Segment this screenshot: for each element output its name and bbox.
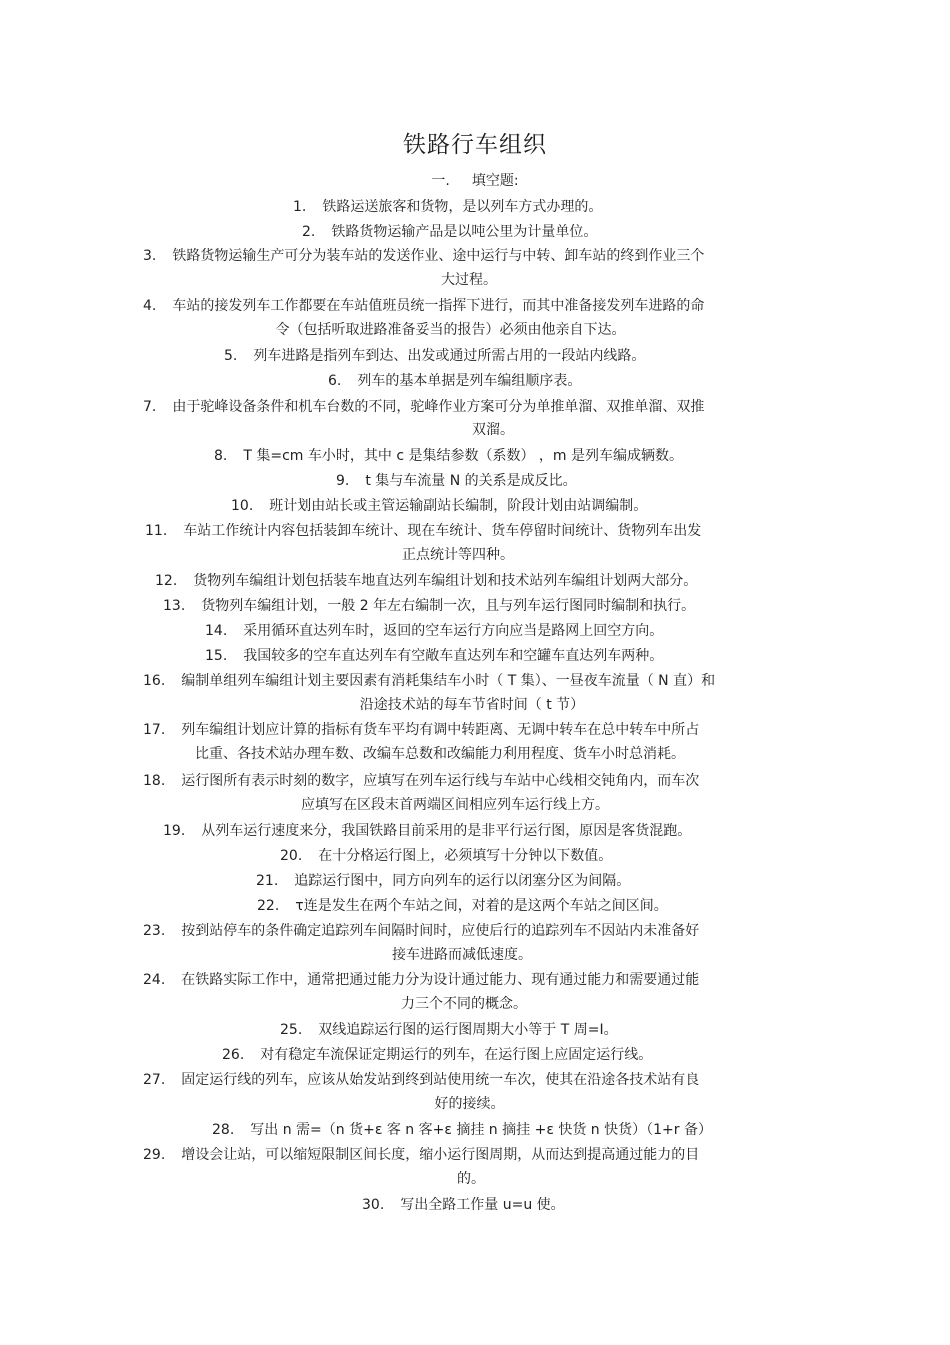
question-text: 由于驼峰设备条件和机车台数的不同，驼峰作业方案可分为单推单溜、双推单溜、双推	[172, 399, 705, 415]
question-text: 编制单组列车编组计划主要因素有消耗集结车小时（ T 集）、一昼夜车流量（ N 直）和	[181, 673, 716, 689]
question-item	[143, 921, 699, 941]
question-number: 17.	[143, 722, 166, 738]
question-text: 对有稳定车流保证定期运行的列车，在运行图上应固定运行线。	[260, 1047, 653, 1063]
question-number: 27.	[143, 1072, 166, 1088]
question-item	[163, 821, 691, 841]
question-continuation: 的。	[457, 1171, 485, 1187]
question-item	[205, 646, 663, 666]
question-number: 21.	[256, 873, 279, 889]
question-text: 铁路运送旅客和货物，是以列车方式办理的。	[322, 199, 603, 215]
question-text: 铁路货物运输生产可分为装车站的发送作业、途中运行与中转、卸车站的终到作业三个	[172, 248, 705, 264]
question-item	[336, 471, 577, 491]
question-number: 8.	[214, 448, 228, 464]
question-number: 25.	[280, 1022, 303, 1038]
question-text: 从列车运行速度来分，我国铁路目前采用的是非平行运行图，原因是客货混跑。	[201, 823, 692, 839]
question-number: 13.	[163, 598, 186, 614]
question-number: 29.	[143, 1147, 166, 1163]
question-number: 26.	[222, 1047, 245, 1063]
question-number: 19.	[163, 823, 186, 839]
question-text: 采用循环直达列车时，返回的空车运行方向应当是路网上回空方向。	[243, 623, 664, 639]
question-item	[205, 621, 663, 641]
question-number: 18.	[143, 773, 166, 789]
question-item	[280, 1020, 618, 1040]
question-item	[224, 346, 645, 366]
question-number: 9.	[336, 473, 350, 489]
question-continuation: 沿途技术站的每车节省时间（ t 节）	[359, 697, 585, 713]
question-number: 20.	[280, 848, 303, 864]
question-text: 按到站停车的条件确定追踪列车间隔时间时，应使后行的追踪列车不因站内未准备好	[181, 923, 700, 939]
question-item	[143, 970, 699, 990]
question-item	[143, 246, 704, 266]
section-number: 一.	[431, 173, 450, 189]
question-number: 11.	[145, 523, 168, 539]
question-text: τ连是发生在两个车站之间，对着的是这两个车站之间区间。	[295, 898, 668, 914]
question-item	[362, 1195, 565, 1215]
question-continuation: 好的接续。	[434, 1096, 505, 1112]
question-continuation: 正点统计等四种。	[402, 547, 514, 563]
question-text: 写出 n 需=（n 货+ε 客 n 客+ε 摘挂 n 摘挂 +ε 快货 n 快货）（1+r 备）	[250, 1122, 712, 1138]
question-item	[328, 371, 581, 391]
question-item	[143, 720, 699, 740]
question-text: 增设会让站，可以缩短限制区间长度，缩小运行图周期，从而达到提高通过能力的目	[181, 1147, 700, 1163]
question-item	[257, 896, 668, 916]
document-title: 铁路行车组织	[403, 132, 547, 158]
question-text: 我国较多的空车直达列车有空敞车直达列车和空罐车直达列车两种。	[243, 648, 664, 664]
question-number: 6.	[328, 373, 342, 389]
question-continuation: 力三个不同的概念。	[401, 996, 527, 1012]
question-number: 2.	[302, 224, 316, 240]
question-item	[155, 571, 697, 591]
question-text: 在铁路实际工作中，通常把通过能力分为设计通过能力、现有通过能力和需要通过能	[181, 972, 700, 988]
question-item	[231, 496, 647, 516]
question-number: 5.	[224, 348, 238, 364]
question-number: 12.	[155, 573, 178, 589]
question-number: 4.	[143, 298, 157, 314]
question-item	[214, 446, 683, 466]
question-item	[293, 197, 602, 217]
section-label: 填空题:	[471, 173, 519, 189]
question-continuation: 应填写在区段末首两端区间相应列车运行线上方。	[301, 797, 609, 813]
question-item	[256, 871, 630, 891]
question-item	[212, 1120, 712, 1140]
question-number: 30.	[362, 1197, 385, 1213]
question-item	[280, 846, 612, 866]
question-text: t 集与车流量 N 的关系是成反比。	[365, 473, 577, 489]
question-number: 10.	[231, 498, 254, 514]
question-text: 列车进路是指列车到达、出发或通过所需占用的一段站内线路。	[253, 348, 646, 364]
question-text: 车站的接发列车工作都要在车站值班员统一指挥下进行，而其中准备接发列车进路的命	[172, 298, 705, 314]
question-continuation: 比重、各技术站办理车数、改编车总数和改编能力利用程度、货车小时总消耗。	[195, 746, 685, 762]
question-text: 在十分格运行图上，必须填写十分钟以下数值。	[318, 848, 613, 864]
question-continuation: 大过程。	[441, 272, 497, 288]
question-continuation: 双溜。	[472, 422, 514, 438]
question-text: 货物列车编组计划，一般 2 年左右编制一次，且与列车运行图同时编制和执行。	[201, 598, 696, 614]
question-number: 14.	[205, 623, 228, 639]
question-item	[143, 397, 704, 417]
question-number: 24.	[143, 972, 166, 988]
question-item	[143, 771, 699, 791]
section-heading	[0, 170, 950, 190]
question-text: 写出全路工作量 u=u 使。	[400, 1197, 565, 1213]
question-number: 15.	[205, 648, 228, 664]
question-text: 固定运行线的列车，应该从始发站到终到站使用统一车次，使其在沿途各技术站有良	[181, 1072, 700, 1088]
question-text: 货物列车编组计划包括装车地直达列车编组计划和技术站列车编组计划两大部分。	[193, 573, 698, 589]
question-continuation: 令（包括听取进路准备妥当的报告）必须由他亲自下达。	[275, 322, 626, 338]
question-number: 28.	[212, 1122, 235, 1138]
question-item	[143, 1070, 699, 1090]
question-text: 运行图所有表示时刻的数字，应填写在列车运行线与车站中心线相交钝角内，而车次	[181, 773, 700, 789]
question-item	[143, 671, 715, 691]
question-text: T 集=cm 车小时，其中 c 是集结参数（系数） ，m 是列车编成辆数。	[243, 448, 684, 464]
question-item	[143, 1145, 699, 1165]
question-item	[143, 296, 704, 316]
question-number: 16.	[143, 673, 166, 689]
question-number: 3.	[143, 248, 157, 264]
question-number: 1.	[293, 199, 307, 215]
question-number: 7.	[143, 399, 157, 415]
question-text: 双线追踪运行图的运行图周期大小等于 T 周=I。	[318, 1022, 618, 1038]
question-item	[222, 1045, 652, 1065]
question-item	[163, 596, 695, 616]
question-text: 铁路货物运输产品是以吨公里为计量单位。	[331, 224, 598, 240]
question-continuation: 接车进路而减低速度。	[392, 947, 532, 963]
question-item	[145, 521, 701, 541]
question-item	[302, 222, 597, 242]
question-text: 追踪运行图中，同方向列车的运行以闭塞分区为间隔。	[294, 873, 631, 889]
question-text: 班计划由站长或主管运输副站长编制，阶段计划由站调编制。	[269, 498, 648, 514]
question-text: 列车的基本单据是列车编组顺序表。	[357, 373, 582, 389]
question-text: 车站工作统计内容包括装卸车统计、现在车统计、货车停留时间统计、货物列车出发	[183, 523, 702, 539]
question-text: 列车编组计划应计算的指标有货车平均有调中转距离、无调中转车在总中转车中所占	[181, 722, 700, 738]
question-number: 23.	[143, 923, 166, 939]
question-number: 22.	[257, 898, 280, 914]
